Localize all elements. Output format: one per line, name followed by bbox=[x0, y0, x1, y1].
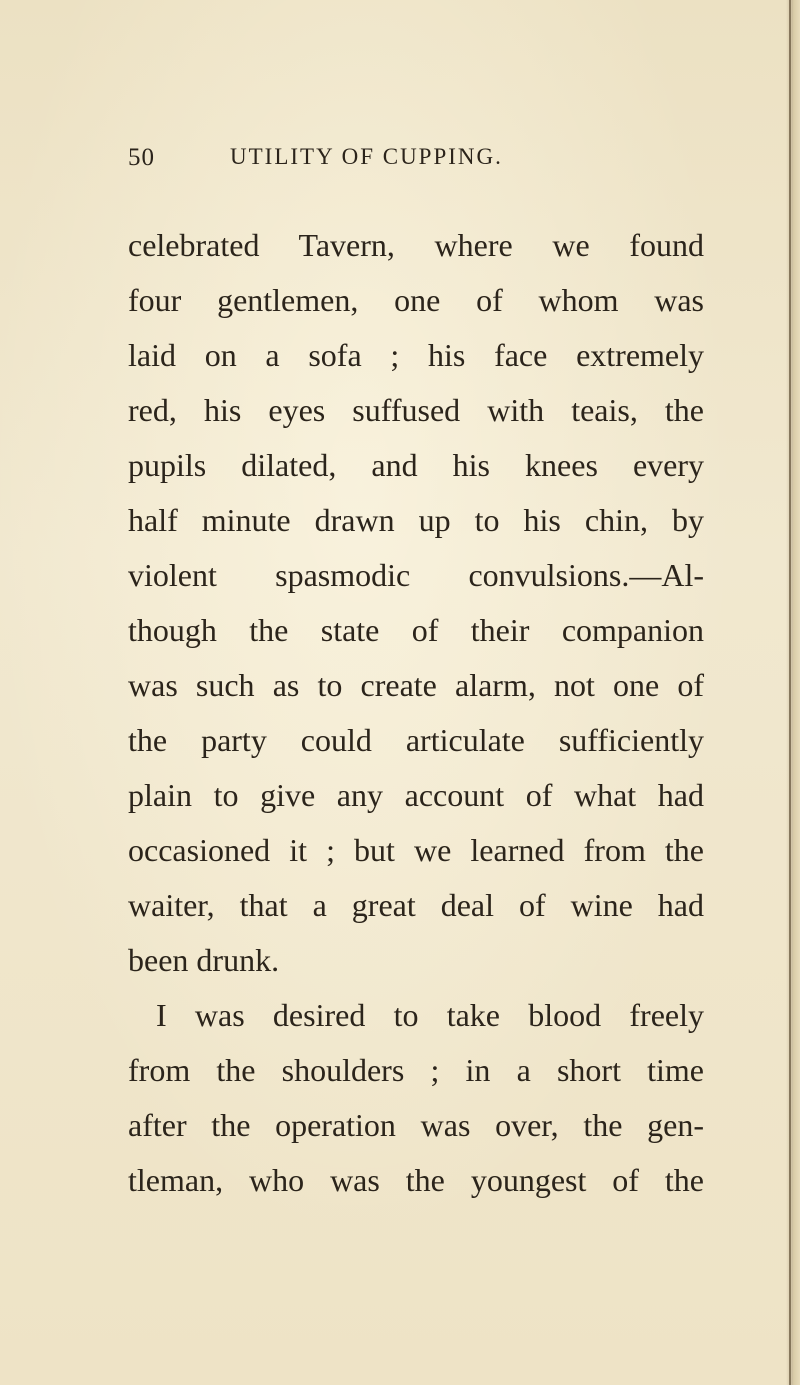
text-line: from the shoulders ; in a short time bbox=[128, 1052, 704, 1088]
running-head: UTILITY OF CUPPING. bbox=[230, 144, 503, 169]
text-line: been drunk. bbox=[128, 942, 280, 978]
body-text bbox=[128, 218, 704, 1208]
text-line: after the operation was over, the gen- bbox=[128, 1107, 704, 1143]
text-line: plain to give any account of what had bbox=[128, 777, 704, 813]
page-number: 50 bbox=[128, 144, 155, 171]
text-line: red, his eyes suffused with teais, the bbox=[128, 392, 704, 428]
text-line: violent spasmodic convulsions.—Al- bbox=[128, 557, 704, 593]
text-line: laid on a sofa ; his face extremely bbox=[128, 337, 704, 373]
text-line: waiter, that a great deal of wine had bbox=[128, 887, 704, 923]
text-line: though the state of their companion bbox=[128, 612, 704, 648]
text-line: the party could articulate sufficiently bbox=[128, 722, 704, 758]
text-line: four gentlemen, one of whom was bbox=[128, 282, 704, 318]
text-line: occasioned it ; but we learned from the bbox=[128, 832, 704, 868]
text-line: tleman, who was the youngest of the bbox=[128, 1162, 704, 1198]
page-header bbox=[128, 144, 668, 184]
text-line: half minute drawn up to his chin, by bbox=[128, 502, 704, 538]
text-line: I was desired to take blood freely bbox=[156, 997, 704, 1033]
text-line: celebrated Tavern, where we found bbox=[128, 227, 704, 263]
page-edge-line bbox=[789, 0, 791, 1385]
text-line: was such as to create alarm, not one of bbox=[128, 667, 704, 703]
text-line: pupils dilated, and his knees every bbox=[128, 447, 704, 483]
